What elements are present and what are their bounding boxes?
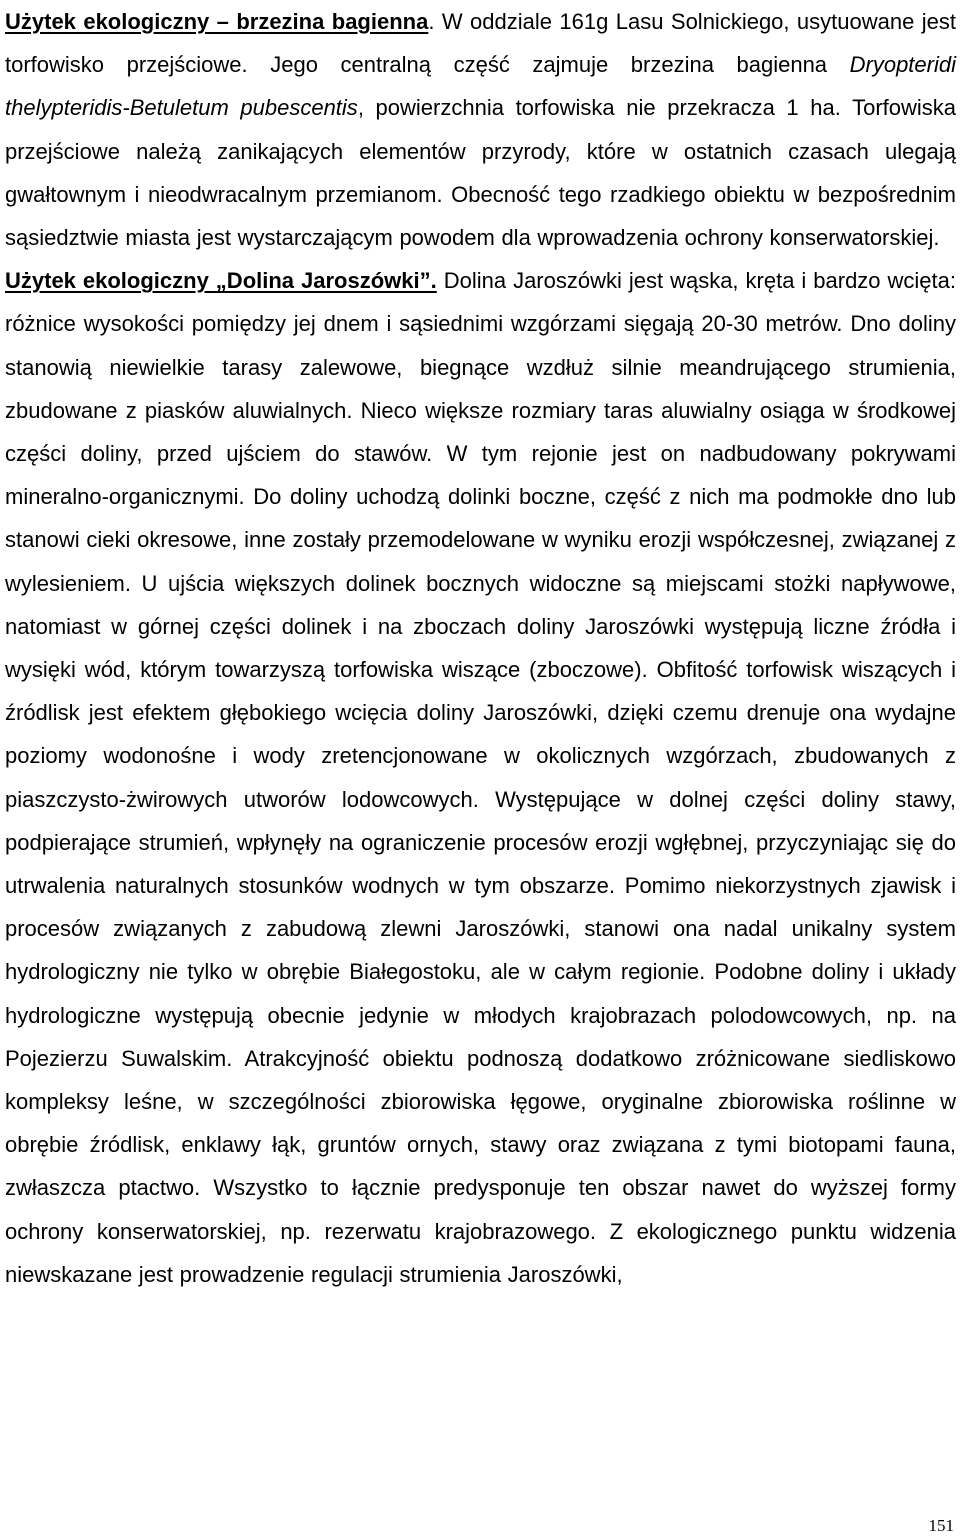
paragraph-text: Dolina Jaroszówki jest wąska, kręta i bardzo wcięta: różnice wysokości pomiędzy jej dnem i sąsiednimi wzgórzami sięgają 20-30 metrów. Dno doliny stanowią niewielkie tarasy zalewowe, biegnące wzdłuż silnie meandrującego strumienia, zbudowane z piasków aluwialnych. Nieco większe rozmiary taras aluwialny osiąga w środkowej części doliny, przed ujściem do stawów. W tym rejonie jest on nadbudowany pokrywami mineralno-organicznymi. Do doliny uchodzą dolinki boczne, część z nich ma podmokłe dno lub stanowi cieki okresowe, inne zostały przemodelowane w wyniku erozji współczesnej, związanej z wylesieniem. U ujścia większych dolinek bocznych widoczne są miejscami stożki napływowe, natomiast w górnej części dolinek i na zboczach doliny Jaroszówki występują liczne źródła i wysięki wód, którym towarzyszą torfowiska wiszące (zboczowe). Obfitość torfowisk wiszących i źródlisk jest efektem głębokiego wcięcia doliny Jaroszówki, dzięki czemu drenuje ona wydajne poziomy wodonośne i wody zretencjonowane w okolicznych wzgórzach, zbudowanych z piaszczysto-żwirowych utworów lodowcowych. Występujące w dolnej części doliny stawy, podpierające strumień, wpłynęły na ograniczenie procesów erozji wgłębnej, przyczyniając się do utrwalenia naturalnych stosunków wodnych w tym obszarze. Pomimo niekorzystnych zjawisk i procesów związanych z zabudową zlewni Jaroszówki, stanowi ona nadal unikalny system hydrologiczny nie tylko w obrębie Białegostoku, ale w całym regionie. Podobne doliny i układy hydrologiczne występują obecnie jedynie w młodych krajobrazach polodowcowych, np. na Pojezierzu Suwalskim. Atrakcyjność obiektu podnoszą dodatkowo zróżnicowane siedliskowo kompleksy leśne, w szczególności zbiorowiska łęgowe, oryginalne zbiorowiska roślinne w obrębie źródlisk, enklawy łąk, gruntów ornych, stawy oraz związana z tymi biotopami fauna, zwłaszcza ptactwo. Wszystko to łącznie predysponuje ten obszar nawet do wyższej formy ochrony konserwatorskiej, np. rezerwatu krajobrazowego. Z ekologicznego punktu widzenia niewskazane jest prowadzenie regulacji strumienia Jaroszówki, bbox=[5, 268, 956, 1287]
paragraph-text: . W oddziale 161g Lasu Solnickiego, usytuowane jest torfowisko przejściowe. Jego centralną część zajmuje brzezina bagienna bbox=[5, 9, 956, 78]
page-number: 151 bbox=[928, 1516, 954, 1535]
latin-species-name: Dryopteridi thelypteridis-Betuletum pubescentis bbox=[5, 52, 956, 121]
heading-dolina-jaroszowki: Użytek ekologiczny „Dolina Jaroszówki”. bbox=[5, 268, 437, 294]
paragraph-dolina-jaroszowki bbox=[5, 259, 956, 1296]
heading-brzezina-bagienna: Użytek ekologiczny – brzezina bagienna bbox=[5, 9, 429, 34]
page-content bbox=[5, 0, 956, 1296]
paragraph-text: , powierzchnia torfowiska nie przekracza 1 ha. Torfowiska przejściowe należą zanikających elementów przyrody, które w ostatnich czasach ulegają gwałtownym i nieodwracalnym przemianom. Obecność tego rzadkiego obiektu w bezpośrednim sąsiedztwie miasta jest wystarczającym powodem dla wprowadzenia ochrony konserwatorskiej. bbox=[5, 95, 957, 251]
paragraph-brzezina-bagienna bbox=[5, 0, 956, 259]
